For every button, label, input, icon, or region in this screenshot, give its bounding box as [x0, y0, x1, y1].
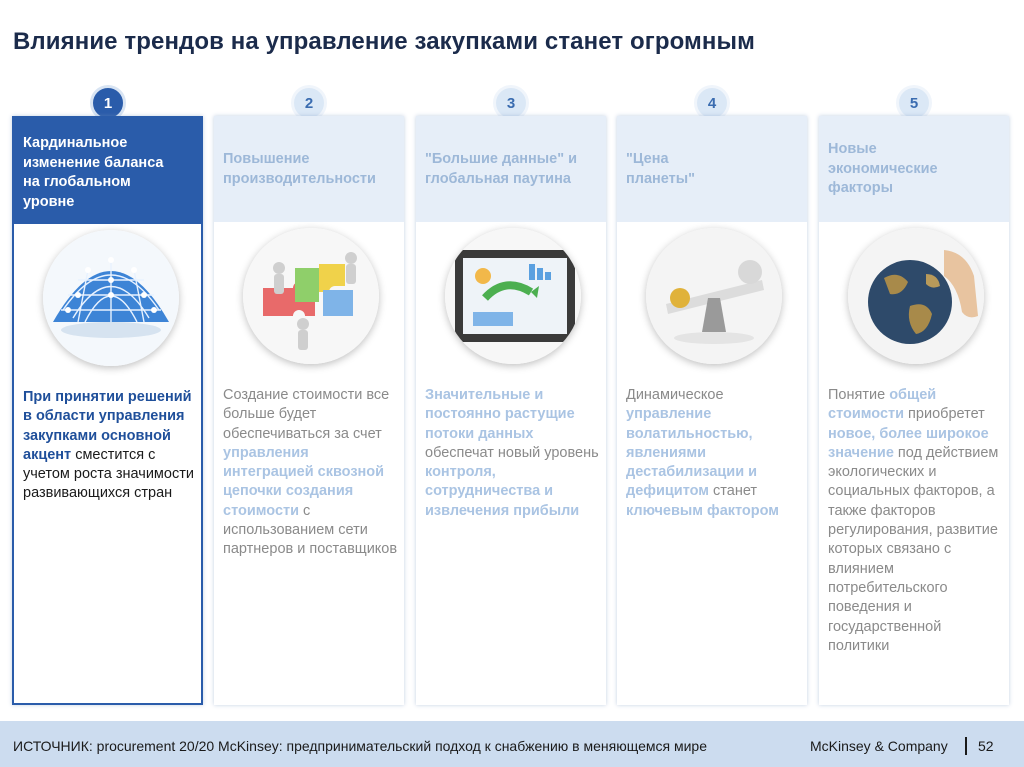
heading-line: "Цена [626, 151, 669, 167]
slide-title: Влияние трендов на управление закупками станет огромным [13, 28, 755, 55]
trend-card-4 [617, 116, 807, 705]
card-body [23, 388, 195, 504]
trend-card-5 [819, 116, 1009, 705]
trend-card-3 [416, 116, 606, 705]
card-heading [23, 134, 195, 212]
body-text-run: обеспечат новый уровень [425, 444, 599, 461]
card-body [828, 386, 1003, 656]
body-text-run: под действием экологических и социальных факторов, а также факторов регулирования, развитие которых связано с влиянием потребительского поведения и государственной политики [828, 444, 999, 654]
source-note: ИСТОЧНИК: procurement 20/20 McKinsey: предпринимательский подход к снабжению в меняющемся мире [13, 738, 707, 754]
body-highlight: При принятии решений в области управления закупками основной акцент [23, 389, 192, 463]
card-header [617, 116, 807, 222]
body-highlight: Значительные и постоянно растущие потоки данных [425, 387, 575, 442]
body-text-run: станет [709, 483, 758, 500]
heading-line: на глобальном [23, 174, 131, 190]
heading-line: факторы [828, 180, 894, 196]
trend-card-1 [12, 116, 203, 705]
step-number-5: 5 [896, 85, 932, 121]
heading-line: Повышение [223, 151, 310, 167]
card-body [425, 386, 600, 521]
body-highlight: новое, более широкое значение [828, 425, 989, 461]
balance-scale-icon [646, 228, 782, 364]
card-body [223, 386, 398, 560]
globe-network-icon [43, 230, 179, 366]
tablet-data-icon [445, 228, 581, 364]
company-name: McKinsey & Company [810, 738, 948, 754]
heading-line: Новые [828, 141, 877, 157]
trend-card-2 [214, 116, 404, 705]
card-header [214, 116, 404, 222]
step-number-1: 1 [90, 85, 126, 121]
heading-line: Кардинальное [23, 135, 128, 151]
heading-line: "Большие данные" и [425, 151, 578, 167]
body-highlight: общей стоимости [828, 387, 937, 423]
card-heading [828, 140, 1003, 199]
puzzle-team-icon [243, 228, 379, 364]
heading-line: экономические [828, 160, 938, 177]
body-highlight: управление волатильностью, явлениями дестабилизации и дефицитом [626, 406, 758, 500]
card-heading [626, 150, 801, 189]
card-header [416, 116, 606, 222]
footer-divider [965, 737, 967, 755]
body-text-run: Создание стоимости все больше будет обеспечиваться за счет [223, 387, 390, 442]
body-highlight: ключевым фактором [626, 502, 780, 519]
body-text-run: с использованием сети партнеров и поставщиков [223, 502, 398, 558]
body-text-run: приобретет [904, 406, 985, 423]
step-number-3: 3 [493, 85, 529, 121]
body-highlight: управления интеграцией сквозной цепочки создания стоимости [223, 444, 385, 519]
heading-line: уровне [23, 193, 75, 210]
card-heading [223, 150, 398, 189]
body-text-run: Понятие [828, 387, 890, 403]
body-highlight: контроля, сотрудничества и извлечения прибыли [425, 464, 580, 519]
card-body [626, 386, 801, 521]
card-header [819, 116, 1009, 222]
body-text-run: сместится с учетом роста значимости развивающихся стран [23, 446, 194, 502]
heading-line: планеты" [626, 170, 696, 187]
step-number-4: 4 [694, 85, 730, 121]
heading-line: изменение баланса [23, 154, 164, 171]
card-heading [425, 150, 600, 189]
body-text-run: Динамическое [626, 387, 724, 403]
globe-hand-icon [848, 228, 984, 364]
heading-line: глобальная паутина [425, 170, 571, 187]
step-number-2: 2 [291, 85, 327, 121]
card-header [14, 118, 201, 224]
page-number: 52 [978, 738, 994, 754]
heading-line: производительности [223, 170, 376, 187]
